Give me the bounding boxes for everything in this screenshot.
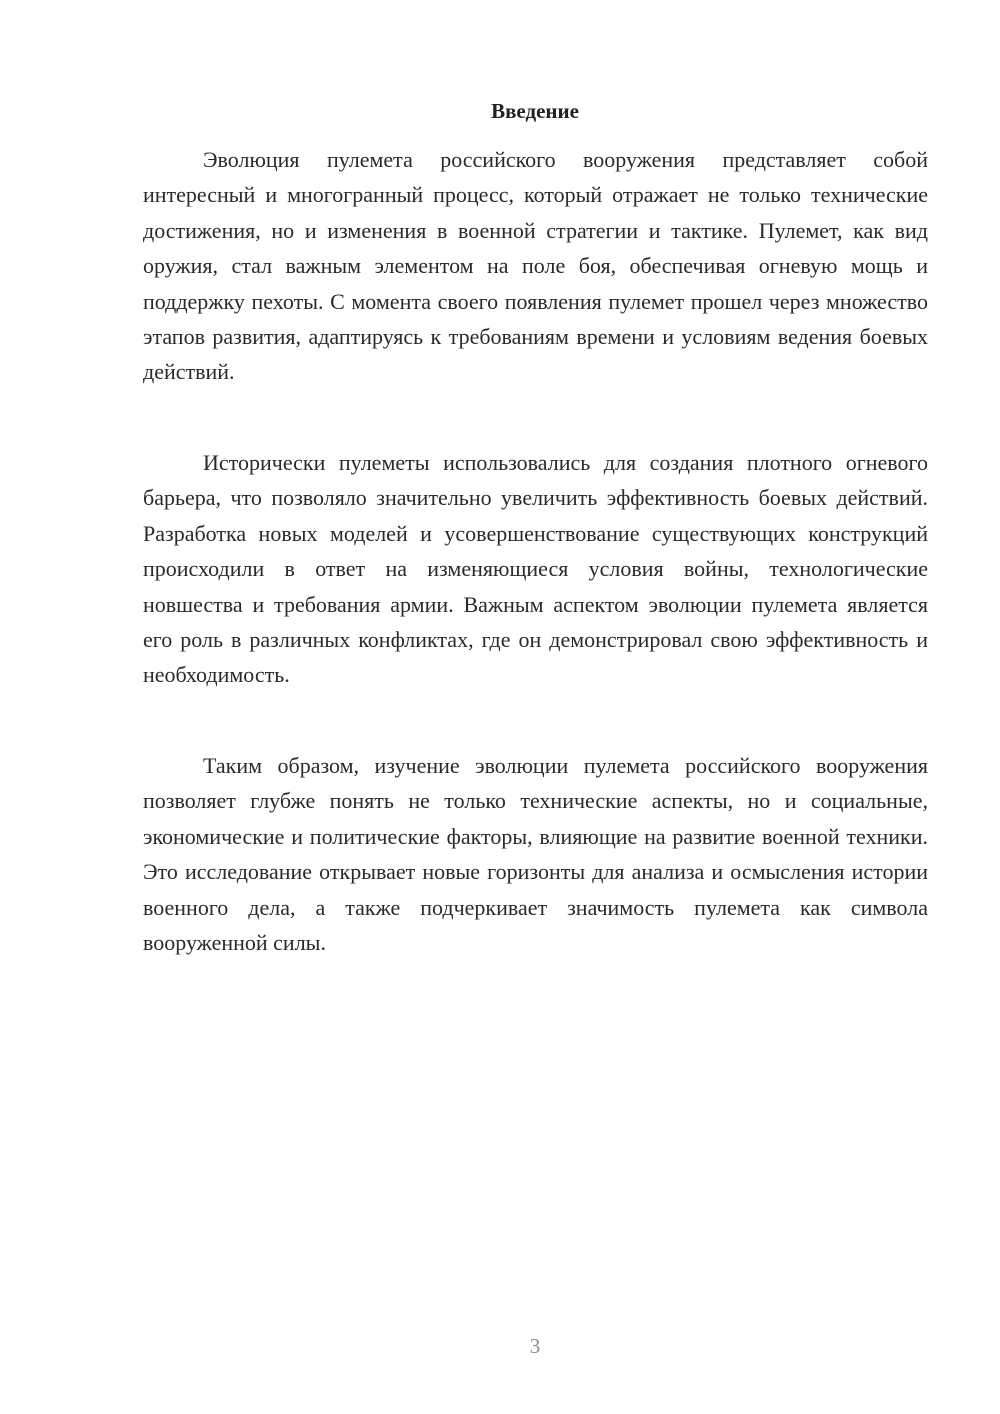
paragraph-1: Эволюция пулемета российского вооружения представляет собой интересный и многогранный процесс, который отражает не только технические достижения, но и изменения в военной стратегии и тактике. Пулемет, как вид оружия, стал важным элементом на поле боя, обеспечивая огневую мощь и поддержку пехоты. С момента своего появления пулемет прошел через множество этапов развития, адаптируясь к требованиям времени и условиям ведения боевых действий. [143,147,928,385]
section-heading: Введение [491,99,579,123]
paragraph-2: Исторически пулеметы использовались для создания плотного огневого барьера, что позволяло значительно увеличить эффективность боевых действий. Разработка новых моделей и усовершенствование существующих конструкций происходили в ответ на изменяющиеся условия войны, технологические новшества и требования армии. Важным аспектом эволюции пулемета является его роль в различных конфликтах, где он демонстрировал свою эффективность и необходимость. [143,450,928,688]
paragraph-3: Таким образом, изучение эволюции пулемета российского вооружения позволяет глубже понять не только технические аспекты, но и социальные, экономические и политические факторы, влияющие на развитие военной техники. Это исследование открывает новые горизонты для анализа и осмысления истории военного дела, а также подчеркивает значимость пулемета как символа вооруженной силы. [143,753,928,956]
page-number: 3 [529,1334,541,1358]
